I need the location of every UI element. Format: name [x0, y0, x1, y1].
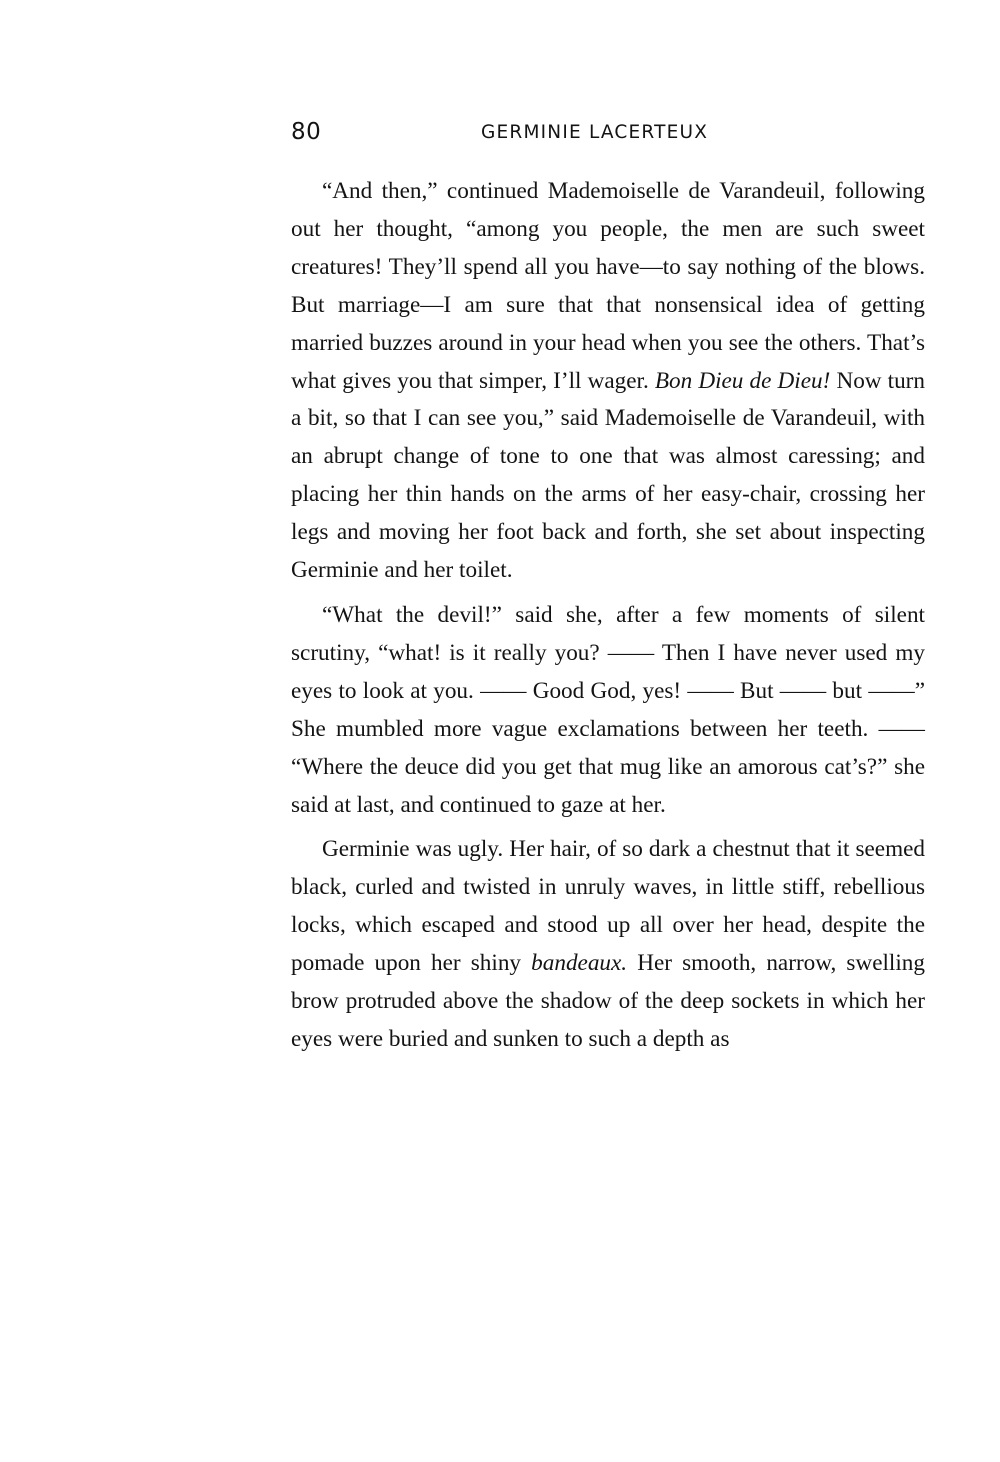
paragraph-1 — [291, 173, 925, 590]
paragraph-3-text-cont: Her smooth, narrow, swelling brow protruded above the shadow of the deep sockets in which her eyes were buried and sunken to such a depth as — [291, 950, 925, 1052]
paragraph-3 — [291, 831, 925, 1058]
page-number: 80 — [291, 119, 322, 145]
body-text — [291, 173, 925, 1059]
paragraph-1-text-cont: Now turn a bit, so that I can see you,” said Mademoiselle de Varandeuil, with an abrupt change of tone to one that was almost caressing; and placing her thin hands on the arms of her easy-chair, crossing her legs and moving her foot back and forth, she set about inspecting Germinie and her toilet. — [291, 367, 925, 584]
book-title: GERMINIE LACERTEUX — [481, 122, 709, 143]
running-head — [291, 119, 925, 155]
paragraph-1-text: “And then,” continued Mademoiselle de Varandeuil, following out her thought, “among you people, the men are such sweet creatures! They’ll spend all you have—to say nothing of the blows. But marriage—I am sure that that nonsensical idea of getting married buzzes around in your head when you see the others. That’s what gives you that simper, I’ll wager. — [291, 178, 925, 394]
italic-word-bandeaux: bandeaux. — [531, 950, 628, 977]
italic-phrase-bon-dieu: Bon Dieu de Dieu! — [654, 367, 831, 394]
paragraph-2 — [291, 597, 925, 824]
paragraph-2-text: “What the devil!” said she, after a few moments of silent scrutiny, “what! is it really you? —— Then I have never used my eyes to look at you. —— Good God, yes! —— But —— but ——” She mumbled more vague exclamations between her teeth. —— “Where the deuce did you get that mug like an amorous cat’s?” she said at last, and continued to gaze at her. — [291, 601, 925, 818]
paragraph-3-text: Germinie was ugly. Her hair, of so dark a chestnut that it seemed black, curled and twisted in unruly waves, in little stiff, rebellious locks, which escaped and stood up all over her head, despite the pomade upon her shiny — [291, 836, 925, 977]
